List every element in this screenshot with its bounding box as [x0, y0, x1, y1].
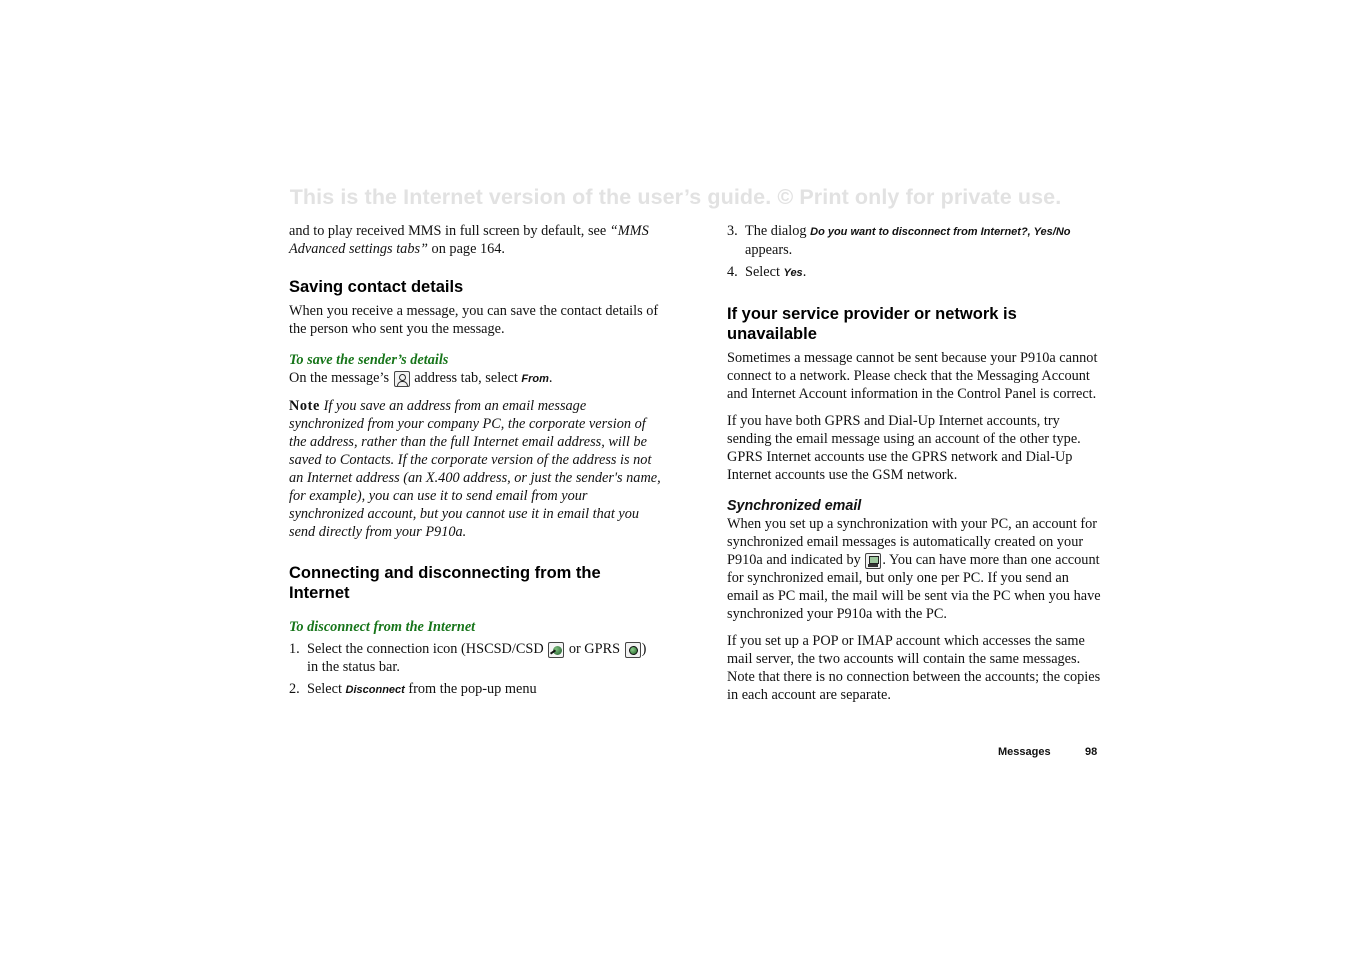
save-step-text-b: address tab, select — [410, 370, 522, 386]
connecting-heading: Connecting and disconnecting from the Internet — [289, 564, 601, 602]
disconnect-steps-continued — [727, 222, 1101, 282]
step2-text-a: Select — [307, 681, 346, 697]
synchronized-email-heading: Synchronized email — [727, 498, 862, 514]
step-number: 3. — [727, 223, 738, 239]
step-number: 2. — [289, 681, 300, 697]
list-item — [289, 640, 661, 676]
hscsd-connection-icon — [548, 642, 564, 658]
note-paragraph — [289, 397, 661, 541]
note-label: Note — [289, 398, 320, 414]
synchronized-email-para1 — [727, 515, 1101, 623]
contact-address-tab-icon — [394, 371, 410, 387]
step1-text-a: Select the connection icon (HSCSD/CSD — [307, 641, 548, 657]
disconnect-dialog-text: Do you want to disconnect from Internet?, Yes/No — [810, 226, 1071, 238]
note-text: If you save an address from an email message synchronized from your company PC, the corporate version of the address, rather than the full Internet email address, will be saved to Contacts. If the corporate version of the address is not an Internet address (an X.400 address, or just the sender's name, for example), you can use it to send email from your synchronized account, but you cannot use it in email that you send directly from your P910a. — [289, 398, 661, 540]
save-step-text-a: On the message’s — [289, 370, 393, 386]
intro-paragraph — [289, 222, 661, 258]
intro-text: and to play received MMS in full screen by default, see — [289, 223, 610, 239]
synchronized-email-para2: If you set up a POP or IMAP account which accesses the same mail server, the two accounts will contain the same messages. Note that there is no connection between the accounts; the copies in each account are separate. — [727, 633, 1101, 703]
disconnect-command: Disconnect — [345, 684, 405, 696]
pc-mail-account-icon — [865, 553, 881, 569]
save-step-end: . — [548, 370, 553, 386]
footer-page-number: 98 — [1085, 746, 1098, 758]
step-number: 4. — [727, 264, 738, 280]
step4-text-b: . — [802, 264, 807, 280]
saving-contact-body: When you receive a message, you can save the contact details of the person who sent you the message. — [289, 303, 659, 337]
save-sender-step — [289, 369, 661, 388]
saving-contact-heading: Saving contact details — [289, 278, 464, 296]
from-command: From — [521, 373, 549, 385]
disconnect-steps-list — [289, 640, 661, 699]
network-unavailable-heading: If your service provider or network is unavailable — [727, 305, 1017, 343]
step3-text-b: appears. — [745, 242, 793, 258]
save-sender-procedure-title: To save the sender’s details — [289, 352, 449, 368]
list-item — [727, 263, 1101, 282]
step1-text-b: or GPRS — [565, 641, 624, 657]
network-unavailable-para1: Sometimes a message cannot be sent because your P910a cannot connect to a network. Please check that the Messaging Account and Internet Account information in the Control Panel is correct. — [727, 350, 1098, 402]
network-unavailable-para2: If you have both GPRS and Dial-Up Internet accounts, try sending the email message using an account of the other type. GPRS Internet accounts use the GPRS network and Dial-Up Internet accounts use the GSM network. — [727, 413, 1081, 483]
gprs-connection-icon — [625, 642, 641, 658]
step-number: 1. — [289, 641, 300, 657]
step4-text-a: Select — [745, 264, 784, 280]
yes-command: Yes — [783, 267, 803, 279]
step2-text-b: from the pop-up menu — [404, 681, 537, 697]
sync-para1-text-a: When you set up a synchronization with your PC, an account for synchronized email messages is automatically created on your P910a and indicated by — [727, 516, 1098, 568]
intro-tail: on page 164. — [427, 241, 506, 257]
step3-text-a: The dialog — [745, 223, 811, 239]
footer-section-name: Messages — [998, 746, 1051, 758]
private-use-banner: This is the Internet version of the user’s guide. © Print only for private use. — [289, 185, 1062, 209]
right-column — [727, 222, 1101, 704]
list-item — [289, 680, 661, 699]
disconnect-procedure-title: To disconnect from the Internet — [289, 619, 476, 635]
left-column — [289, 222, 661, 699]
step1-text-c: ) in the status bar. — [307, 641, 647, 675]
intro-reference-link[interactable]: “MMS Advanced settings tabs” — [289, 223, 649, 257]
sync-para1-text-b: . You can have more than one account for synchronized email, but only one per PC. If you send an email as PC mail, the mail will be sent via the PC when you have synchronized your P910a with the PC. — [727, 552, 1101, 622]
list-item — [727, 222, 1101, 259]
